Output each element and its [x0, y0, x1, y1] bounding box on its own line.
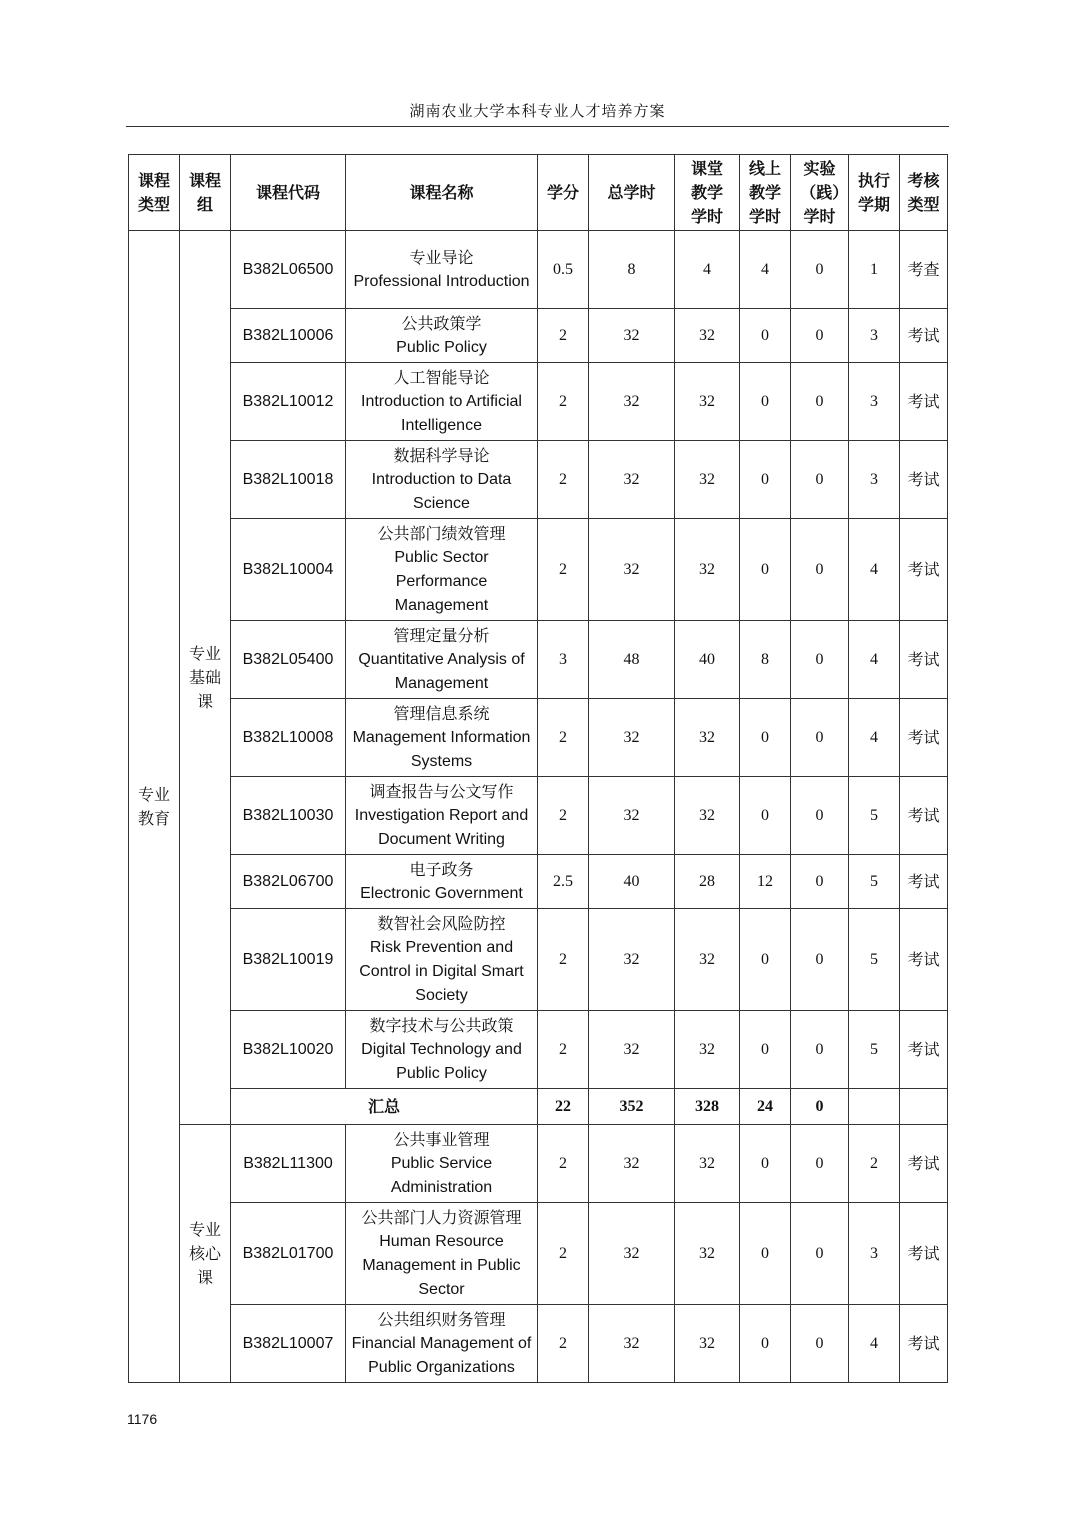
- assessment-cell: 考试: [900, 1125, 948, 1203]
- lab-hours-cell: 0: [791, 441, 849, 519]
- credits-cell: 2: [538, 777, 589, 855]
- page-number: 1176: [127, 1411, 158, 1427]
- total-hours-cell: 8: [589, 231, 675, 309]
- lab-hours-cell: 0: [791, 699, 849, 777]
- online-hours-cell: 0: [740, 699, 791, 777]
- semester-cell: 4: [849, 621, 900, 699]
- table-row: [129, 621, 948, 699]
- course-name-zh: 调查报告与公文写作: [369, 781, 514, 801]
- course-name-en: Investigation Report and Document Writing: [354, 806, 529, 848]
- table-row: [129, 231, 948, 309]
- total-hours-cell: 48: [589, 621, 675, 699]
- total-hours-cell: 32: [589, 777, 675, 855]
- header-semester: 执行学期: [849, 155, 900, 231]
- credits-cell: 2: [538, 519, 589, 621]
- course-group-cell: [180, 231, 231, 1125]
- course-name-en: Digital Technology and Public Policy: [361, 1040, 522, 1082]
- semester-cell: 3: [849, 441, 900, 519]
- semester-cell: 3: [849, 363, 900, 441]
- assessment-cell: 考试: [900, 699, 948, 777]
- lab-hours-cell: 0: [791, 363, 849, 441]
- table-row: [129, 777, 948, 855]
- header-total-hours: 总学时: [589, 155, 675, 231]
- course-name-en: Electronic Government: [360, 884, 523, 902]
- credits-cell: 2: [538, 1305, 589, 1383]
- assessment-cell: 考试: [900, 363, 948, 441]
- course-name: [346, 1011, 538, 1089]
- course-name: [346, 441, 538, 519]
- course-name-zh: 电子政务: [409, 859, 474, 879]
- lab-hours-cell: 0: [791, 1305, 849, 1383]
- header-credits: 学分: [538, 155, 589, 231]
- summary-label: 汇总: [231, 1089, 538, 1125]
- online-hours-cell: 0: [740, 777, 791, 855]
- lab-hours-cell: 0: [791, 855, 849, 909]
- online-hours-cell: 0: [740, 1203, 791, 1305]
- total-hours-cell: 32: [589, 441, 675, 519]
- table-row: [129, 699, 948, 777]
- curriculum-table: [128, 154, 948, 1383]
- course-code: B382L10020: [231, 1011, 346, 1089]
- online-hours-cell: 0: [740, 909, 791, 1011]
- summary-semester: [849, 1089, 900, 1125]
- assessment-cell: 考试: [900, 1203, 948, 1305]
- course-name-zh: 数据科学导论: [393, 445, 490, 465]
- course-name: [346, 231, 538, 309]
- semester-cell: 2: [849, 1125, 900, 1203]
- course-name-en: Financial Management of Public Organizations: [351, 1334, 532, 1376]
- table-row: [129, 1125, 948, 1203]
- course-group-label: 专业基础课: [189, 643, 222, 711]
- course-code: B382L10018: [231, 441, 346, 519]
- classroom-hours-cell: 4: [675, 231, 740, 309]
- course-name-zh: 公共组织财务管理: [377, 1309, 506, 1329]
- semester-cell: 4: [849, 699, 900, 777]
- header-classroom-hours: 课堂教学学时: [675, 155, 740, 231]
- semester-cell: 4: [849, 519, 900, 621]
- classroom-hours-cell: 32: [675, 1203, 740, 1305]
- course-name-en: Introduction to Artificial Intelligence: [361, 392, 522, 434]
- header-course-name: 课程名称: [346, 155, 538, 231]
- semester-cell: 5: [849, 909, 900, 1011]
- course-name: [346, 363, 538, 441]
- total-hours-cell: 32: [589, 363, 675, 441]
- summary-online-hours: 24: [740, 1089, 791, 1125]
- summary-classroom-hours: 328: [675, 1089, 740, 1125]
- course-name: [346, 777, 538, 855]
- classroom-hours-cell: 32: [675, 777, 740, 855]
- course-name: [346, 519, 538, 621]
- lab-hours-cell: 0: [791, 231, 849, 309]
- total-hours-cell: 32: [589, 519, 675, 621]
- semester-cell: 3: [849, 309, 900, 363]
- course-name-en: Introduction to Data Science: [371, 470, 512, 512]
- course-name: [346, 621, 538, 699]
- course-name-en: Human Resource Management in Public Sector: [362, 1232, 521, 1298]
- course-name-en: Quantitative Analysis of Management: [358, 650, 525, 692]
- course-name-en: Public Sector Performance Management: [394, 548, 489, 614]
- course-name-zh: 公共部门绩效管理: [377, 523, 506, 543]
- course-name: [346, 855, 538, 909]
- course-name: [346, 1125, 538, 1203]
- classroom-hours-cell: 32: [675, 1305, 740, 1383]
- credits-cell: 2: [538, 1125, 589, 1203]
- credits-cell: 2: [538, 309, 589, 363]
- table-row: [129, 1203, 948, 1305]
- lab-hours-cell: 0: [791, 1011, 849, 1089]
- classroom-hours-cell: 32: [675, 1125, 740, 1203]
- lab-hours-cell: 0: [791, 519, 849, 621]
- header-course-code: 课程代码: [231, 155, 346, 231]
- classroom-hours-cell: 32: [675, 699, 740, 777]
- credits-cell: 2.5: [538, 855, 589, 909]
- lab-hours-cell: 0: [791, 621, 849, 699]
- course-name-zh: 人工智能导论: [393, 367, 490, 387]
- lab-hours-cell: 0: [791, 777, 849, 855]
- table-row: [129, 363, 948, 441]
- table-row: [129, 855, 948, 909]
- summary-credits: 22: [538, 1089, 589, 1125]
- semester-cell: 3: [849, 1203, 900, 1305]
- course-name-zh: 公共政策学: [401, 313, 482, 333]
- total-hours-cell: 32: [589, 699, 675, 777]
- assessment-cell: 考试: [900, 621, 948, 699]
- credits-cell: 2: [538, 1203, 589, 1305]
- course-name-en: Professional Introduction: [353, 272, 530, 290]
- course-code: B382L10012: [231, 363, 346, 441]
- assessment-cell: 考试: [900, 441, 948, 519]
- total-hours-cell: 32: [589, 1125, 675, 1203]
- course-code: B382L10004: [231, 519, 346, 621]
- header-course-type: 课程类型: [129, 155, 180, 231]
- course-code: B382L10007: [231, 1305, 346, 1383]
- course-name: [346, 309, 538, 363]
- course-name-zh: 管理信息系统: [393, 703, 490, 723]
- course-name: [346, 1203, 538, 1305]
- table-row: [129, 441, 948, 519]
- semester-cell: 4: [849, 1305, 900, 1383]
- course-name-en: Public Policy: [396, 338, 487, 356]
- course-code: B382L10019: [231, 909, 346, 1011]
- document-title: 湖南农业大学本科专业人才培养方案: [409, 102, 666, 120]
- credits-cell: 2: [538, 1011, 589, 1089]
- online-hours-cell: 0: [740, 309, 791, 363]
- table-header-row: [129, 155, 948, 231]
- summary-lab-hours: 0: [791, 1089, 849, 1125]
- header-assessment: 考核类型: [900, 155, 948, 231]
- summary-assessment: [900, 1089, 948, 1125]
- total-hours-cell: 40: [589, 855, 675, 909]
- course-code: B382L06500: [231, 231, 346, 309]
- classroom-hours-cell: 32: [675, 909, 740, 1011]
- table-row: [129, 1011, 948, 1089]
- lab-hours-cell: 0: [791, 309, 849, 363]
- lab-hours-cell: 0: [791, 1125, 849, 1203]
- course-name-zh: 数字技术与公共政策: [369, 1015, 514, 1035]
- assessment-cell: 考试: [900, 909, 948, 1011]
- summary-total-hours: 352: [589, 1089, 675, 1125]
- credits-cell: 0.5: [538, 231, 589, 309]
- classroom-hours-cell: 28: [675, 855, 740, 909]
- course-name-en: Management Information Systems: [352, 728, 531, 770]
- lab-hours-cell: 0: [791, 1203, 849, 1305]
- course-name-zh: 公共事业管理: [393, 1129, 490, 1149]
- classroom-hours-cell: 32: [675, 441, 740, 519]
- course-code: B382L10006: [231, 309, 346, 363]
- online-hours-cell: 0: [740, 1125, 791, 1203]
- course-type-label: 专业教育: [138, 784, 171, 828]
- course-group-cell: [180, 1125, 231, 1383]
- course-name: [346, 699, 538, 777]
- table-row: [129, 909, 948, 1011]
- table-body: [129, 231, 948, 1383]
- assessment-cell: 考试: [900, 777, 948, 855]
- course-type-cell: [129, 231, 180, 1383]
- online-hours-cell: 12: [740, 855, 791, 909]
- course-name: [346, 1305, 538, 1383]
- total-hours-cell: 32: [589, 1203, 675, 1305]
- online-hours-cell: 0: [740, 1305, 791, 1383]
- credits-cell: 2: [538, 699, 589, 777]
- assessment-cell: 考查: [900, 231, 948, 309]
- semester-cell: 5: [849, 777, 900, 855]
- table-row: [129, 519, 948, 621]
- header-online-hours: 线上教学学时: [740, 155, 791, 231]
- table-row: [129, 309, 948, 363]
- semester-cell: 5: [849, 855, 900, 909]
- course-code: B382L01700: [231, 1203, 346, 1305]
- credits-cell: 2: [538, 363, 589, 441]
- classroom-hours-cell: 32: [675, 363, 740, 441]
- total-hours-cell: 32: [589, 1305, 675, 1383]
- total-hours-cell: 32: [589, 309, 675, 363]
- online-hours-cell: 8: [740, 621, 791, 699]
- table-row: [129, 1305, 948, 1383]
- course-code: B382L06700: [231, 855, 346, 909]
- course-code: B382L11300: [231, 1125, 346, 1203]
- course-group-label: 专业核心课: [189, 1219, 222, 1287]
- course-name-en: Public Service Administration: [390, 1154, 493, 1196]
- course-name-en: Risk Prevention and Control in Digital Smart Society: [359, 938, 524, 1004]
- header-course-group: 课程组: [180, 155, 231, 231]
- summary-row: [129, 1089, 948, 1125]
- course-code: B382L10008: [231, 699, 346, 777]
- online-hours-cell: 0: [740, 1011, 791, 1089]
- assessment-cell: 考试: [900, 1305, 948, 1383]
- credits-cell: 2: [538, 909, 589, 1011]
- course-code: B382L10030: [231, 777, 346, 855]
- online-hours-cell: 0: [740, 519, 791, 621]
- assessment-cell: 考试: [900, 855, 948, 909]
- assessment-cell: 考试: [900, 519, 948, 621]
- header-lab-hours: 实验（践）学时: [791, 155, 849, 231]
- lab-hours-cell: 0: [791, 909, 849, 1011]
- classroom-hours-cell: 32: [675, 519, 740, 621]
- course-name-zh: 专业导论: [409, 247, 474, 267]
- total-hours-cell: 32: [589, 909, 675, 1011]
- credits-cell: 2: [538, 441, 589, 519]
- course-name: [346, 909, 538, 1011]
- course-code: B382L05400: [231, 621, 346, 699]
- course-name-zh: 公共部门人力资源管理: [361, 1207, 522, 1227]
- online-hours-cell: 0: [740, 441, 791, 519]
- total-hours-cell: 32: [589, 1011, 675, 1089]
- page-header: [126, 98, 949, 127]
- assessment-cell: 考试: [900, 309, 948, 363]
- online-hours-cell: 0: [740, 363, 791, 441]
- classroom-hours-cell: 32: [675, 309, 740, 363]
- course-name-zh: 管理定量分析: [393, 625, 490, 645]
- semester-cell: 5: [849, 1011, 900, 1089]
- classroom-hours-cell: 32: [675, 1011, 740, 1089]
- classroom-hours-cell: 40: [675, 621, 740, 699]
- semester-cell: 1: [849, 231, 900, 309]
- online-hours-cell: 4: [740, 231, 791, 309]
- course-name-zh: 数智社会风险防控: [377, 913, 506, 933]
- credits-cell: 3: [538, 621, 589, 699]
- assessment-cell: 考试: [900, 1011, 948, 1089]
